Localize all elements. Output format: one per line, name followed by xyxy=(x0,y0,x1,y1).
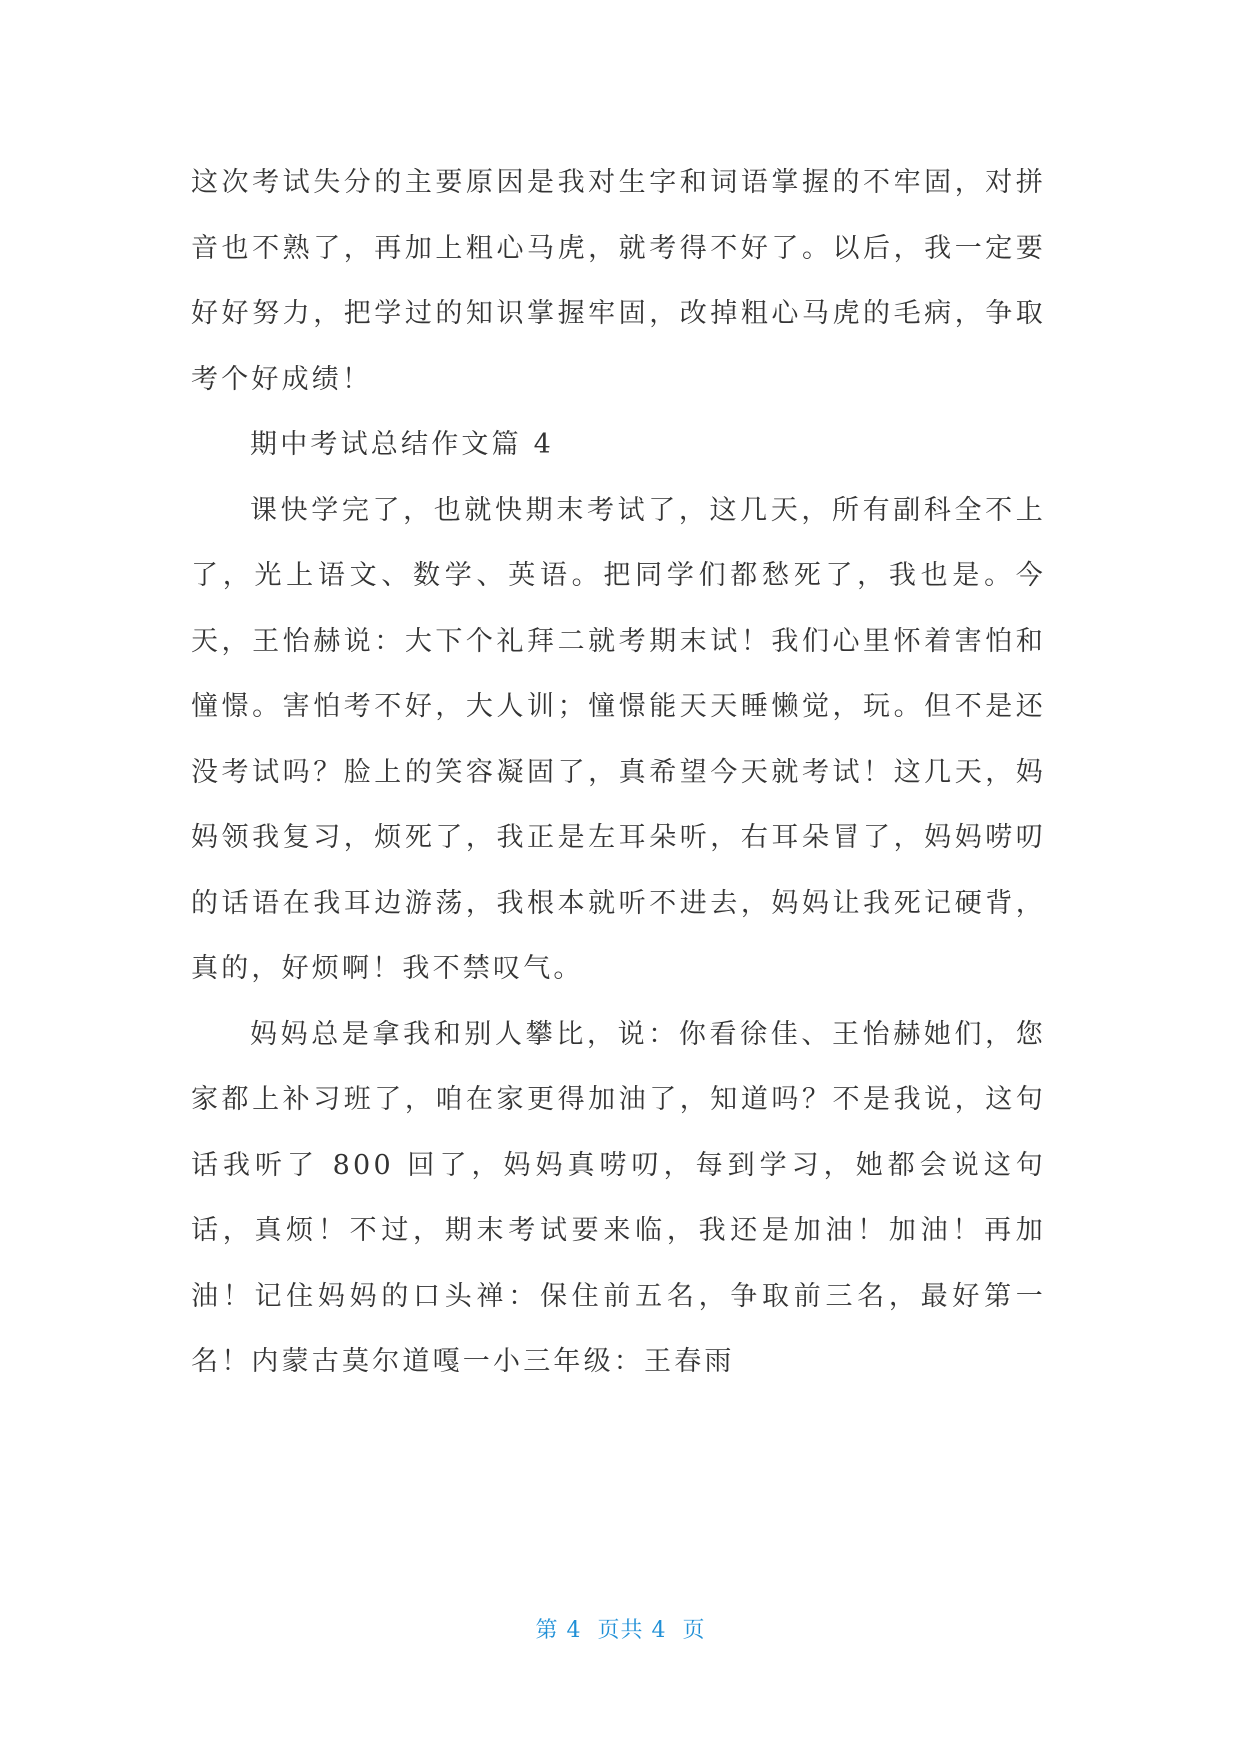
section-heading: 期中考试总结作文篇 4 xyxy=(250,429,554,460)
page-footer: 第 4 页共 4 页 xyxy=(535,1618,706,1643)
paragraph-mother-comparison: 妈妈总是拿我和别人攀比，说：你看徐佳、王怡赫她们，您家都上补习班了，咱在家更得加油了，知道吗？不是我说，这句话我听了 800 回了，妈妈真唠叨，每到学习，她都会说这句话，真烦！不过，期末考试要来临，我还是加油！加油！再加油！记住妈妈的口头禅：保住前五名，争取前三名，最好第一名！内蒙古莫尔道嘎一小三年级：王春雨 xyxy=(191,1018,1046,1377)
document-body xyxy=(191,150,1046,1395)
paragraph-before-exam: 课快学完了，也就快期末考试了，这几天，所有副科全不上了，光上语文、数学、英语。把同学们都愁死了，我也是。今天，王怡赫说：大下个礼拜二就考期末试！我们心里怀着害怕和憧憬。害怕考不好，大人训；憧憬能天天睡懒觉，玩。但不是还没考试吗？脸上的笑容凝固了，真希望今天就考试！这几天，妈妈领我复习，烦死了，我正是左耳朵听，右耳朵冒了，妈妈唠叨的话语在我耳边游荡，我根本就听不进去，妈妈让我死记硬背，真的，好烦啊！我不禁叹气。 xyxy=(191,494,1046,984)
paragraph-exam-reflection: 这次考试失分的主要原因是我对生字和词语掌握的不牢固，对拼音也不熟了，再加上粗心马虎，就考得不好了。以后，我一定要好好努力，把学过的知识掌握牢固，改掉粗心马虎的毛病，争取考个好成绩！ xyxy=(191,167,1046,395)
